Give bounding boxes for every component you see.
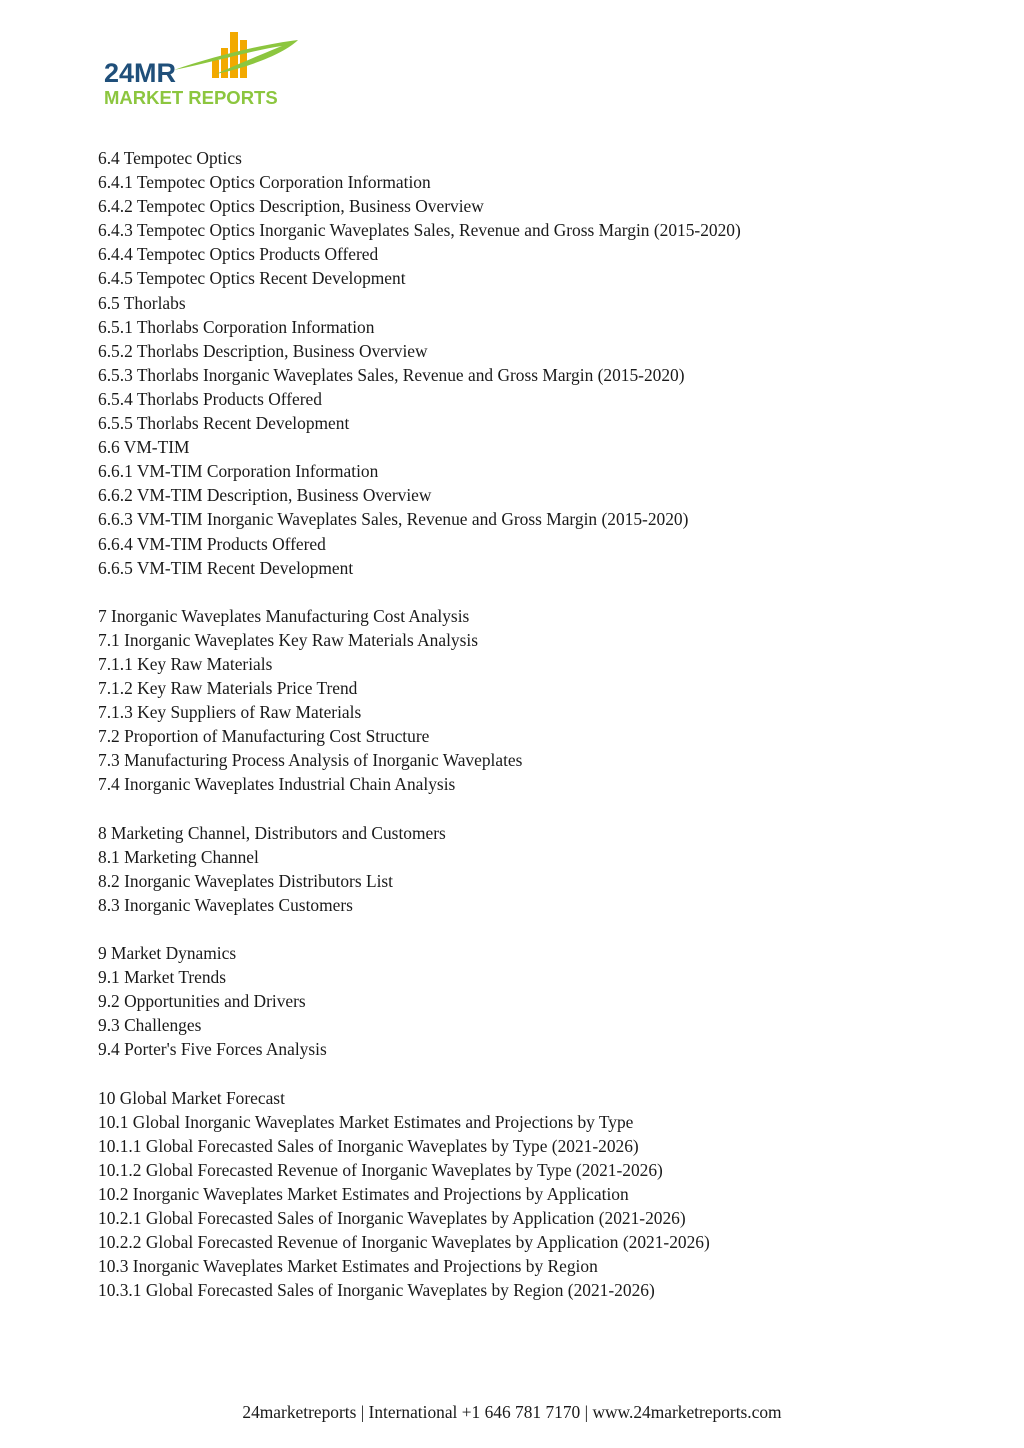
toc-entry: 6.6.1 VM-TIM Corporation Information — [98, 461, 379, 482]
section-spacer — [98, 580, 958, 604]
toc-entry: 6.4.3 Tempotec Optics Inorganic Waveplates Sales, Revenue and Gross Margin (2015-2020) — [98, 220, 741, 241]
footer-separator: | — [580, 1402, 593, 1422]
toc-entry: 6.4.2 Tempotec Optics Description, Business Overview — [98, 196, 484, 217]
logo-number: 24MR — [104, 58, 177, 88]
toc-entry: 9.4 Porter's Five Forces Analysis — [98, 1039, 327, 1060]
section-spacer — [98, 797, 958, 821]
toc-entry: 10.1 Global Inorganic Waveplates Market Estimates and Projections by Type — [98, 1111, 634, 1132]
toc-entry: 6.5.1 Thorlabs Corporation Information — [98, 316, 375, 337]
logo-bar-1 — [212, 60, 219, 78]
footer-phone: International +1 646 781 7170 — [368, 1402, 581, 1422]
toc-entry: 6.6.5 VM-TIM Recent Development — [98, 557, 354, 578]
toc-entry: 7.1 Inorganic Waveplates Key Raw Materials Analysis — [98, 629, 478, 650]
toc-entry: 10.3.1 Global Forecasted Sales of Inorganic Waveplates by Region (2021-2026) — [98, 1280, 655, 1301]
section-spacer — [98, 917, 958, 941]
toc-entry: 7.1.2 Key Raw Materials Price Trend — [98, 678, 358, 699]
logo-text: MARKET REPORTS — [104, 87, 278, 108]
footer-url[interactable]: www.24marketreports.com — [592, 1402, 782, 1422]
toc-entry: 6.5.3 Thorlabs Inorganic Waveplates Sales, Revenue and Gross Margin (2015-2020) — [98, 364, 685, 385]
toc-entry: 8.3 Inorganic Waveplates Customers — [98, 894, 353, 915]
toc-entry: 6.6 VM-TIM — [98, 437, 190, 458]
toc-entry: 6.5.4 Thorlabs Products Offered — [98, 388, 322, 409]
toc-entry: 7.1.3 Key Suppliers of Raw Materials — [98, 702, 362, 723]
toc-entry: 6.4 Tempotec Optics — [98, 148, 242, 168]
toc-entry: 9 Market Dynamics — [98, 943, 237, 964]
toc-entry: 8.2 Inorganic Waveplates Distributors List — [98, 870, 393, 891]
footer-site-name: 24marketreports — [242, 1402, 357, 1422]
toc-entry: 6.4.4 Tempotec Optics Products Offered — [98, 244, 379, 265]
toc-entry: 9.1 Market Trends — [98, 967, 227, 988]
table-of-contents — [98, 146, 958, 1303]
toc-entry: 10.2.2 Global Forecasted Revenue of Inorganic Waveplates by Application (2021-2026) — [98, 1232, 710, 1253]
toc-entry: 8 Marketing Channel, Distributors and Customers — [98, 822, 446, 843]
toc-entry: 10.1.1 Global Forecasted Sales of Inorganic Waveplates by Type (2021-2026) — [98, 1135, 639, 1156]
toc-entry: 6.6.2 VM-TIM Description, Business Overview — [98, 485, 432, 506]
toc-entry: 9.3 Challenges — [98, 1015, 202, 1036]
section-spacer — [98, 1062, 958, 1086]
brand-logo — [104, 26, 304, 108]
toc-entry: 10.2 Inorganic Waveplates Market Estimates and Projections by Application — [98, 1184, 629, 1205]
logo-bar-4 — [240, 40, 247, 78]
toc-entry: 6.5 Thorlabs — [98, 292, 186, 313]
toc-entry: 10 Global Market Forecast — [98, 1087, 285, 1108]
toc-entry: 10.2.1 Global Forecasted Sales of Inorganic Waveplates by Application (2021-2026) — [98, 1208, 686, 1229]
toc-entry: 7.4 Inorganic Waveplates Industrial Chain Analysis — [98, 774, 456, 795]
page-footer — [0, 1400, 1024, 1424]
toc-entry: 6.6.4 VM-TIM Products Offered — [98, 533, 326, 554]
toc-entry: 6.5.5 Thorlabs Recent Development — [98, 413, 350, 434]
toc-entry: 6.6.3 VM-TIM Inorganic Waveplates Sales, Revenue and Gross Margin (2015-2020) — [98, 509, 689, 530]
logo-bar-2 — [221, 48, 228, 78]
logo-graphic — [104, 26, 304, 108]
toc-entry: 6.4.5 Tempotec Optics Recent Development — [98, 268, 406, 289]
toc-entry: 7 Inorganic Waveplates Manufacturing Cost Analysis — [98, 605, 470, 626]
toc-entry: 7.3 Manufacturing Process Analysis of Inorganic Waveplates — [98, 750, 523, 771]
toc-entry: 10.1.2 Global Forecasted Revenue of Inorganic Waveplates by Type (2021-2026) — [98, 1159, 663, 1180]
toc-entry: 6.5.2 Thorlabs Description, Business Overview — [98, 340, 428, 361]
toc-entry: 10.3 Inorganic Waveplates Market Estimates and Projections by Region — [98, 1256, 598, 1277]
toc-entry: 7.1.1 Key Raw Materials — [98, 653, 273, 674]
toc-entry: 8.1 Marketing Channel — [98, 846, 259, 867]
toc-entry: 9.2 Opportunities and Drivers — [98, 991, 306, 1012]
toc-entry: 6.4.1 Tempotec Optics Corporation Information — [98, 172, 431, 193]
footer-separator: | — [356, 1402, 369, 1422]
toc-entry: 7.2 Proportion of Manufacturing Cost Structure — [98, 726, 430, 747]
